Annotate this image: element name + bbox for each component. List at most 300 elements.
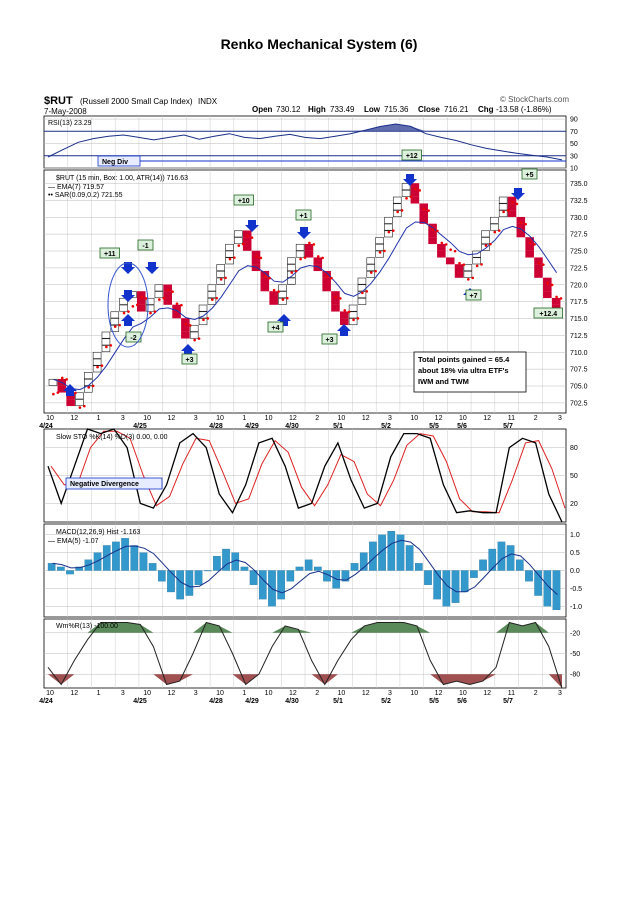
sar-dot — [193, 339, 196, 342]
wm-title: Wm%R(13) -100.00 — [56, 623, 118, 630]
macd-hist-bar — [149, 563, 156, 570]
price-title: $RUT (15 min, Box: 1.00, ATR(14)) 716.63 — [56, 175, 189, 182]
renko-brick — [446, 258, 454, 264]
x-tick-label: 10 — [410, 690, 419, 697]
y-tick-label: 50 — [570, 473, 578, 480]
macd-title: MACD(12,26,9) Hist -1.163 — [56, 529, 141, 536]
renko-brick — [208, 292, 216, 298]
renko-brick — [402, 190, 410, 196]
macd-hist-bar — [121, 538, 128, 570]
renko-brick — [164, 292, 172, 298]
renko-brick — [464, 265, 472, 271]
y-tick-label: 20 — [570, 500, 578, 508]
renko-brick — [226, 251, 234, 257]
renko-brick — [270, 292, 278, 298]
date-label: 5/6 — [457, 698, 467, 705]
date-label: 4/24 — [39, 423, 53, 430]
renko-brick — [482, 231, 490, 237]
renko-brick — [270, 298, 278, 304]
sar-dot — [392, 229, 395, 232]
renko-brick — [75, 393, 83, 399]
sar-dot — [326, 275, 329, 278]
sar-dot — [498, 229, 501, 232]
sar-dot — [542, 263, 545, 266]
date-label: 4/25 — [133, 698, 147, 705]
renko-brick — [208, 285, 216, 291]
signal-text: +7 — [469, 293, 478, 300]
x-tick-label: 11 — [507, 690, 516, 697]
date-label: 5/7 — [503, 698, 513, 705]
renko-brick — [217, 271, 225, 277]
x-tick-label: 2 — [533, 415, 538, 422]
sar-dot — [83, 405, 86, 408]
sar-dot — [92, 385, 95, 388]
x-tick-label: 3 — [558, 415, 562, 422]
x-tick-label: 10 — [46, 415, 54, 422]
y-tick-label: 727.5 — [570, 231, 588, 239]
y-tick-label: 50 — [570, 141, 578, 149]
sar-dot — [158, 298, 161, 301]
x-tick-label: 10 — [143, 690, 152, 697]
y-tick-label: 90 — [570, 116, 578, 124]
date-label: 5/5 — [429, 698, 439, 705]
sar-dot — [352, 319, 355, 322]
x-tick-label: 12 — [288, 415, 297, 422]
signal-text: +11 — [104, 251, 116, 258]
sar-dot — [229, 258, 232, 261]
x-tick-label: 1 — [96, 690, 101, 697]
sar-dot — [357, 317, 360, 320]
neg-divergence-label — [66, 478, 162, 489]
macd-hist-bar — [443, 571, 450, 607]
y-tick-label: 1.0 — [570, 532, 580, 540]
x-tick-label: 10 — [337, 415, 346, 422]
renko-brick — [181, 332, 189, 338]
sar-dot — [441, 242, 444, 245]
date-label: 4/30 — [285, 423, 299, 430]
y-tick-label: 0.5 — [570, 550, 580, 558]
sar-dot — [202, 319, 205, 322]
signal-text: -2 — [130, 335, 137, 342]
sar-dot — [224, 277, 227, 280]
renko-brick — [287, 265, 295, 271]
sar-dot — [211, 298, 214, 301]
y-tick-label: 715.0 — [570, 316, 588, 323]
chg-label: Chg — [478, 105, 494, 114]
sar-dot — [436, 230, 439, 233]
sar-dot — [511, 201, 514, 204]
signal-label — [522, 169, 537, 179]
sar-dot — [379, 251, 382, 254]
macd-hist-bar — [296, 567, 303, 571]
sar-dot — [529, 242, 532, 245]
macd-hist-bar — [489, 549, 496, 570]
y-tick-label: 717.5 — [570, 299, 588, 307]
x-tick-label: 3 — [120, 415, 125, 422]
macd-ema-legend: — EMA(5) -1.07 — [48, 538, 99, 545]
x-tick-label: 10 — [458, 415, 467, 422]
exchange: INDX — [198, 97, 218, 106]
sar-dot — [264, 275, 267, 278]
sar-dot — [215, 297, 218, 300]
renko-brick — [243, 238, 251, 244]
renko-brick — [358, 298, 366, 304]
sar-dot — [339, 297, 342, 300]
renko-brick — [67, 400, 75, 406]
sar-dot — [57, 391, 60, 394]
sar-dot — [207, 317, 210, 320]
renko-brick — [146, 305, 154, 311]
renko-brick — [482, 238, 490, 244]
sar-dot — [140, 296, 143, 299]
high-value: 733.49 — [330, 105, 355, 114]
sar-dot — [449, 248, 452, 251]
macd-hist-bar — [241, 567, 248, 571]
y-tick-label: 705.0 — [570, 383, 588, 391]
macd-hist-bar — [388, 531, 395, 570]
x-tick-label: 12 — [483, 690, 492, 697]
macd-hist-bar — [498, 542, 505, 571]
renko-brick — [217, 265, 225, 271]
sar-dot — [149, 312, 152, 315]
renko-brick — [499, 197, 507, 203]
macd-hist-bar — [158, 571, 165, 582]
sar-dot — [538, 262, 541, 265]
renko-brick — [526, 244, 534, 250]
renko-brick — [455, 271, 463, 277]
renko-brick — [234, 231, 242, 237]
sar-dot — [251, 236, 254, 239]
sar-dot — [233, 256, 236, 259]
renko-brick — [367, 258, 375, 264]
macd-hist-bar — [305, 560, 312, 571]
date-label: 4/30 — [285, 698, 299, 705]
sar-dot — [405, 197, 408, 200]
renko-brick — [535, 271, 543, 277]
low-label: Low — [364, 105, 380, 114]
date-label: 5/1 — [333, 423, 343, 430]
renko-brick — [367, 265, 375, 271]
open-value: 730.12 — [276, 105, 301, 114]
renko-brick — [508, 204, 516, 210]
neg-div-label — [98, 156, 140, 166]
sar-dot — [551, 284, 554, 287]
renko-brick — [331, 305, 339, 311]
date-label: 5/2 — [381, 698, 391, 705]
sar-dot — [255, 255, 258, 258]
sar-dot — [524, 223, 527, 226]
date-label: 4/29 — [245, 423, 259, 430]
sar-dot — [423, 208, 426, 211]
renko-brick — [526, 251, 534, 257]
renko-brick — [543, 285, 551, 291]
macd-hist-bar — [103, 545, 110, 570]
sar-dot — [260, 257, 263, 260]
x-tick-label: 2 — [315, 690, 320, 697]
close-value: 716.21 — [444, 105, 469, 114]
y-tick-label: 80 — [570, 445, 578, 453]
sar-dot — [167, 289, 170, 292]
y-tick-label: 710.0 — [570, 349, 588, 357]
renko-brick — [190, 332, 198, 338]
macd-hist-bar — [112, 542, 119, 571]
renko-brick — [411, 197, 419, 203]
sar-dot — [321, 257, 324, 260]
sto-title: Slow STO %K(14) %D(3) 0.00, 0.00 — [56, 434, 168, 441]
sar-dot — [295, 270, 298, 273]
symbol: $RUT — [44, 95, 73, 107]
renko-brick — [199, 305, 207, 311]
sar-dot — [220, 278, 223, 281]
macd-hist-bar — [479, 560, 486, 571]
renko-brick — [420, 211, 428, 217]
sar-dot — [118, 324, 121, 327]
sar-dot — [105, 346, 108, 349]
sar-dot — [162, 297, 165, 300]
renko-brick — [305, 244, 313, 250]
signal-label — [466, 290, 481, 300]
neg-div-text: Neg Div — [102, 159, 129, 166]
sar-dot — [502, 211, 505, 214]
sar-dot — [330, 277, 333, 280]
sar-dot — [445, 243, 448, 246]
x-tick-label: 12 — [70, 690, 79, 697]
x-tick-label: 11 — [507, 415, 516, 422]
y-tick-label: 707.5 — [570, 366, 588, 374]
y-tick-label: -1.0 — [570, 603, 583, 611]
renko-brick — [93, 352, 101, 358]
renko-brick — [508, 211, 516, 217]
sar-dot — [308, 242, 311, 245]
chg-value: -13.58 (-1.86%) — [496, 105, 552, 114]
x-tick-label: 12 — [361, 415, 370, 422]
x-tick-label: 3 — [193, 690, 198, 697]
renko-brick — [340, 312, 348, 318]
y-tick-label: 702.5 — [570, 400, 588, 408]
x-tick-label: 3 — [558, 690, 562, 697]
sar-dot — [132, 305, 135, 308]
y-tick-label: 10 — [570, 165, 578, 173]
sar-dot — [123, 312, 126, 315]
signal-text: +3 — [185, 357, 194, 364]
signal-label — [402, 150, 422, 160]
sar-dot — [61, 377, 64, 380]
renko-brick — [252, 265, 260, 271]
y-tick-label: 722.5 — [570, 265, 588, 273]
macd-hist-bar — [131, 545, 138, 570]
renko-brick — [349, 312, 357, 318]
renko-brick — [261, 278, 269, 284]
sar-dot — [237, 244, 240, 247]
x-tick-label: 1 — [96, 415, 101, 422]
note-line: about 18% via ultra ETF's — [418, 366, 509, 375]
renko-brick — [102, 339, 110, 345]
sar-dot — [268, 277, 271, 280]
macd-hist-bar — [434, 571, 441, 600]
x-tick-label: 10 — [458, 690, 467, 697]
x-tick-label: 10 — [264, 690, 273, 697]
macd-hist-bar — [424, 571, 431, 585]
macd-hist-bar — [140, 553, 147, 571]
chart-date: 7-May-2008 — [44, 107, 87, 116]
macd-hist-bar — [213, 556, 220, 570]
x-tick-label: 3 — [193, 415, 198, 422]
x-tick-label: 3 — [120, 690, 125, 697]
date-label: 5/1 — [333, 698, 343, 705]
macd-hist-bar — [406, 545, 413, 570]
macd-hist-bar — [167, 571, 174, 592]
renko-brick — [111, 312, 119, 318]
renko-brick — [279, 285, 287, 291]
macd-hist-bar — [553, 571, 560, 610]
date-label: 4/29 — [245, 698, 259, 705]
signal-text: +12 — [405, 153, 418, 160]
renko-brick — [93, 359, 101, 365]
y-tick-label: 720.0 — [570, 282, 588, 290]
renko-brick — [490, 217, 498, 223]
sar-dot — [79, 406, 82, 409]
sar-dot — [189, 324, 192, 327]
sar-dot — [335, 296, 338, 299]
sar-dot — [286, 297, 289, 300]
sar-dot — [383, 250, 386, 253]
macd-hist-bar — [277, 571, 284, 600]
total-points-note — [414, 352, 526, 392]
sar-dot — [304, 256, 307, 259]
sar-dot — [560, 297, 563, 300]
renko-brick — [455, 265, 463, 271]
sar-dot — [185, 323, 188, 326]
y-tick-label: 712.5 — [570, 332, 588, 340]
note-line: Total points gained = 65.4 — [418, 355, 510, 364]
renko-brick — [58, 386, 66, 392]
sar-dot — [396, 211, 399, 214]
sar-dot — [317, 255, 320, 258]
macd-hist-bar — [415, 563, 422, 570]
renko-brick — [411, 190, 419, 196]
x-tick-label: 12 — [288, 690, 297, 697]
date-label: 4/24 — [39, 698, 53, 705]
y-tick-label: 730.0 — [570, 214, 588, 222]
renko-brick — [84, 373, 92, 379]
renko-brick — [287, 258, 295, 264]
signal-text: +12.4 — [539, 311, 558, 318]
renko-brick — [490, 224, 498, 230]
macd-hist-bar — [66, 571, 73, 575]
close-label: Close — [418, 105, 440, 114]
renko-brick — [437, 244, 445, 250]
renko-brick — [120, 305, 128, 311]
renko-brick — [305, 251, 313, 257]
signal-text: +1 — [299, 213, 308, 220]
x-tick-label: 1 — [242, 690, 247, 697]
y-tick-label: 70 — [570, 128, 578, 136]
renko-brick — [190, 325, 198, 331]
sar-dot — [418, 189, 421, 192]
sar-dot — [516, 203, 519, 206]
sar-dot — [414, 188, 417, 191]
renko-brick — [84, 379, 92, 385]
signal-label — [296, 210, 311, 220]
low-value: 715.36 — [384, 105, 409, 114]
renko-brick — [75, 400, 83, 406]
renko-brick — [535, 265, 543, 271]
y-tick-label: 30 — [570, 153, 578, 161]
sar-dot — [171, 290, 174, 293]
sar-dot — [410, 196, 413, 199]
renko-brick — [464, 271, 472, 277]
sar-dot — [114, 325, 117, 328]
renko-brick — [155, 285, 163, 291]
sar-dot — [507, 209, 510, 212]
date-label: 5/5 — [429, 423, 439, 430]
x-tick-label: 10 — [216, 690, 224, 697]
macd-hist-bar — [287, 571, 294, 582]
renko-brick — [437, 251, 445, 257]
date-label: 5/7 — [503, 423, 513, 430]
high-label: High — [308, 105, 326, 114]
x-tick-label: 2 — [533, 690, 538, 697]
date-label: 4/28 — [209, 423, 223, 430]
sar-dot — [52, 393, 55, 396]
renko-brick — [331, 298, 339, 304]
signal-text: +5 — [525, 172, 534, 179]
neg-divergence-text: Negative Divergence — [70, 481, 139, 488]
signal-label — [100, 248, 120, 258]
renko-brick — [181, 325, 189, 331]
renko-brick — [384, 224, 392, 230]
sar-dot — [401, 209, 404, 212]
macd-hist-bar — [57, 567, 64, 571]
sar-dot — [454, 250, 457, 253]
sar-dot — [489, 243, 492, 246]
renko-brick — [314, 265, 322, 271]
sar-dot — [476, 265, 479, 268]
renko-brick — [155, 292, 163, 298]
sar-dot — [480, 263, 483, 266]
symbol-name: (Russell 2000 Small Cap Index) — [80, 97, 193, 106]
chart-panels — [39, 116, 587, 705]
sar-dot — [127, 310, 130, 313]
renko-brick — [296, 244, 304, 250]
renko-brick — [393, 197, 401, 203]
y-tick-label: -50 — [570, 651, 581, 658]
sar-dot — [273, 289, 276, 292]
renko-brick — [552, 298, 560, 304]
x-tick-label: 10 — [264, 415, 273, 422]
sar-dot — [290, 271, 293, 274]
renko-brick — [111, 319, 119, 325]
sar-dot — [432, 228, 435, 231]
sar-dot — [533, 243, 536, 246]
macd-hist-bar — [186, 571, 193, 596]
signal-label — [182, 354, 197, 364]
signal-label — [534, 308, 563, 318]
sar-dot — [388, 231, 391, 234]
renko-brick — [358, 278, 366, 284]
signal-label — [322, 334, 337, 344]
sar-dot — [87, 386, 90, 389]
renko-brick — [252, 258, 260, 264]
sar-dot — [458, 262, 461, 265]
x-tick-label: 3 — [388, 690, 392, 697]
renko-brick — [287, 278, 295, 284]
signal-label — [234, 195, 254, 205]
y-tick-label: -80 — [570, 671, 581, 679]
renko-brick — [323, 278, 331, 284]
signal-label — [138, 240, 153, 250]
ema-legend: — EMA(7) 719.57 — [48, 184, 105, 191]
